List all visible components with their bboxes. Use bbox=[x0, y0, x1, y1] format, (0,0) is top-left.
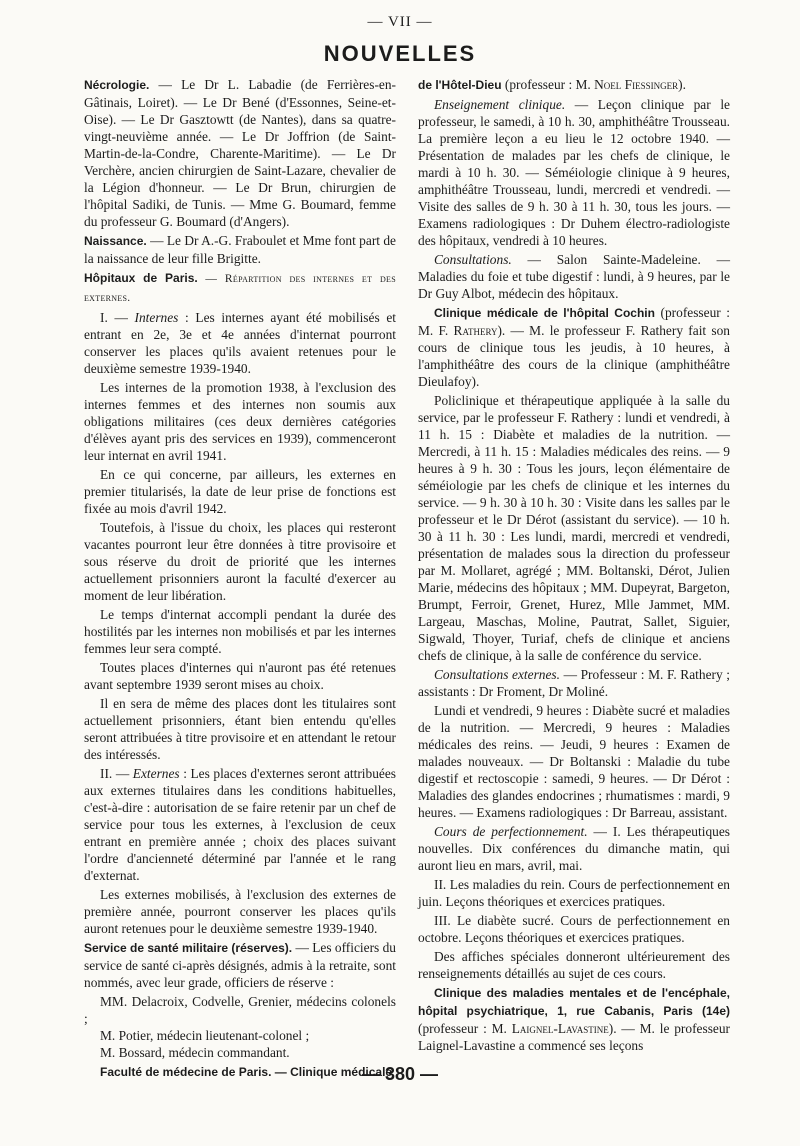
encephale-heading: Clinique des maladies mentales et de l'encéphale, hôpital psychiatrique, 1, rue Cabanis, Paris (14e) bbox=[418, 986, 730, 1018]
consult-ext-paragraph bbox=[418, 666, 730, 700]
lundi-paragraph: Lundi et vendredi, 9 heures : Diabète sucré et maladies de la nutrition. — Mercredi, 9 heures : Maladies médicales des reins. — Jeudi, 9 heures : Examen de malades nouveaux. — Dr Boltanski : Maladie du tube digestif et rectoscopie : samedi, 9 heures. — Dr Dérot : Maladies des glandes endocrines ; rhumatismes : mardi, 9 heures. — Examens radiologiques : Dr Barreau, assistant. bbox=[418, 703, 730, 820]
internes-text: : Les internes ayant été mobilisés et entrant en 2e, 3e et 4e années d'internat pourront conserver les places qu'ils avaient retenues pour le deuxième semestre 1939-1940. bbox=[84, 310, 396, 376]
policlinique-paragraph: Policlinique et thérapeutique appliquée à la salle du service, par le professeur F. Rathery : lundi et vendredi, à 11 h. 15 : Diabète et maladies de la nutrition. — Mercredi, à 11 h. 15 : Maladies médicales des reins. — 9 heures à 9 h. 30 : Tous les jours, leçon élémentaire de séméiologie par les chefs de clinique et les internes du service. — 9 h. 30 à 10 h. 30 : Visite dans les salles par le professeur et le Dr Dérot (assistant du service). — 10 h. 30 à 11 h. 30 : Les lundi, mardi, mercredi et vendredi, présentation de malades sous la direction du professeur par M. Mollaret, agrégé ; MM. Boltanski, Dérot, Julien Marie, médecins des hôpitaux ; MM. Dupeyrat, Bargeton, Brumpt, Ferroir, Grenet, Hurez, Mlle Jammet, MM. Largeau, Maschas, Moline, Pautrat, Sallet, Siguier, Sigwald, Thoyer, Turiaf, chefs de clinique et anciens chefs de clinique, à la salle de conférence du service. bbox=[418, 393, 730, 663]
encephale-text-a: (professeur : M. bbox=[418, 1021, 512, 1036]
enseignement-text: — Leçon clinique par le professeur, le samedi, à 10 h. 30, amphithéâtre Trousseau. La première leçon a eu lieu le 12 octobre 1940. — Présentation de malades par les chefs de clinique, le mardi à 10 h. 30. — Séméiologie clinique à 9 heures, amphithéâtre Trousseau, lundi, mercredi et vendredi. — Visite des salles de 9 h. 30 à 11 h. 30, tous les jours. — Examens radiologiques : Dr Duhem électro-radiologiste des hôpitaux, vendredi à 10 heures. bbox=[418, 97, 730, 248]
naissance-text: — Le Dr A.-G. Fraboulet et Mme font part de la naissance de leur fille Brigitte. bbox=[84, 233, 396, 266]
externes-text: : Les places d'externes seront attribuées aux externes titulaires dans les conditions habituelles, c'est-à-dire : autorisation de se faire retenir par un chef de service pour tous les externes, à l'exclusion de ceux entrant en première année ; choix des places suivant l'ordre d'ancienneté déterminé par l'année et le rang d'externat. bbox=[84, 766, 396, 883]
promotion-paragraph: Les internes de la promotion 1938, à l'exclusion des internes femmes et des internes non soumis aux obligations militaires (ces deux dernières catégories d'élèves ayant pris des services en 1939), commenceront leur internat en avril 1941. bbox=[84, 380, 396, 463]
externes-lead: II. — bbox=[100, 766, 133, 781]
faculte-heading: Faculté de médecine de Paris. — Clinique médicale bbox=[100, 1065, 393, 1079]
rein-paragraph: II. Les maladies du rein. Cours de perfectionnement en juin. Leçons théoriques et exercices pratiques. bbox=[418, 877, 730, 909]
consultations-text: — Salon Sainte-Madeleine. — Maladies du foie et tube digestif : lundi, à 9 heures, par le Dr Guy Albot, médecin des hôpitaux. bbox=[418, 252, 730, 301]
necrologie-text: — Le Dr L. Labadie (de Ferrières-en-Gâtinais, Loiret). — Le Dr Bené (d'Essonnes, Seine-et-Oise). — Le Dr Gasztowtt (de Nantes), dans sa quatre-vingt-neuvième année. — Le Dr Joffrion (de Saint-Martin-de-la-Condre, Charente-Maritime). — Le Dr Verchère, ancien chirurgien de Saint-Lazare, chevalier de la Légion d'honneur. — Le Dr Brun, chirurgien de l'hôpital Sadiki, de Tunis. — Mme G. Boumard, femme du professeur G. Boumard (d'Angers). bbox=[84, 77, 396, 229]
encephale-professor: Laignel-Lavastine bbox=[511, 1021, 609, 1036]
consultations-label: Consultations. bbox=[434, 252, 512, 267]
affiches-paragraph: Des affiches spéciales donneront ultérieurement des renseignements détaillés au sujet de ces cours. bbox=[418, 949, 730, 981]
cochin-paragraph bbox=[418, 304, 730, 390]
encephale-text-b: ). — M. le professeur Laignel-Lavastine a commencé ses leçons bbox=[418, 1021, 731, 1053]
sante-heading: Service de santé militaire (réserves). bbox=[84, 941, 293, 955]
meme-paragraph: Il en sera de même des places dont les titulaires sont actuellement prisonniers, étant bien entendu qu'elles seront attribuées à titre provisoire et en attendant le retour des intéressés. bbox=[84, 696, 396, 762]
page-number: — 380 — bbox=[361, 1064, 439, 1084]
internes-label: Internes bbox=[134, 310, 179, 325]
cochin-heading: Clinique médicale de l'hôpital Cochin bbox=[434, 306, 655, 320]
hopitaux-heading: Hôpitaux de Paris. bbox=[84, 271, 198, 285]
diabete-paragraph: III. Le diabète sucré. Cours de perfectionnement en octobre. Leçons théoriques et exercices pratiques. bbox=[418, 913, 730, 945]
officer-item: M. Bossard, médecin commandant. bbox=[100, 1045, 290, 1060]
consultations-paragraph bbox=[418, 251, 730, 302]
externes-label: Externes bbox=[132, 766, 180, 781]
cochin-text-b: ). — M. le professeur F. Rathery fait son cours de clinique tous les jeudis, à 10 heures, à l'amphithéâtre des cours de la clinique (amphithéâtre Dieulafoy). bbox=[418, 323, 731, 389]
hotel-dieu-heading: de l'Hôtel-Dieu bbox=[418, 78, 502, 92]
hotel-dieu-text: (professeur : M. bbox=[501, 77, 595, 92]
sante-text: — Les officiers du service de santé ci-après désignés, admis à la retraite, sont nommés, avec leur grade, officiers de réserve : bbox=[84, 940, 397, 990]
toutes-places-paragraph: Toutes places d'internes qui n'auront pas été retenues avant septembre 1939 seront mises au choix. bbox=[84, 660, 396, 692]
necrologie-paragraph bbox=[84, 76, 396, 230]
cours-label: Cours de perfectionnement. bbox=[434, 824, 588, 839]
internes-paragraph bbox=[84, 309, 396, 377]
internes-lead: I. — bbox=[100, 310, 135, 325]
consult-ext-label: Consultations externes. bbox=[434, 667, 560, 682]
externes-mobilises-paragraph: Les externes mobilisés, à l'exclusion des externes de première année, pourront conserver les places qu'ils auront retenues pour le deuxième semestre 1939-1940. bbox=[84, 887, 396, 936]
toutefois-paragraph: Toutefois, à l'issue du choix, les places qui resteront vacantes pourront leur être données à titre provisoire et sous réserve du droit de priorité que les internes actuellement prisonniers auront la faculté d'exercer au moment de leur libération. bbox=[84, 520, 396, 603]
hotel-dieu-paragraph bbox=[418, 76, 730, 94]
naissance-heading: Naissance. bbox=[84, 234, 147, 248]
right-column bbox=[418, 76, 730, 1056]
hopitaux-subheading: — Répartition des internes et des externes. bbox=[84, 273, 396, 304]
temps-paragraph: Le temps d'internat accompli pendant la durée des hostilités par les internes non mobilisés et par les internes femmes leur sera compté. bbox=[84, 607, 396, 656]
externes-paragraph bbox=[84, 765, 396, 884]
sante-paragraph bbox=[84, 939, 396, 991]
encephale-paragraph bbox=[418, 984, 730, 1054]
necrologie-heading: Nécrologie. bbox=[84, 78, 150, 92]
officer-item: M. Potier, médecin lieutenant-colonel ; bbox=[100, 1028, 310, 1043]
cochin-professor: Rathery bbox=[453, 323, 498, 338]
officer-item: MM. Delacroix, Codvelle, Grenier, médecins colonels ; bbox=[84, 994, 396, 1026]
section-title: NOUVELLES bbox=[323, 41, 477, 66]
naissance-paragraph bbox=[84, 232, 396, 267]
cours-paragraph bbox=[418, 823, 730, 874]
roman-page-number: — VII — bbox=[367, 14, 433, 30]
consult-ext-text: — Professeur : M. F. Rathery ; assistants : Dr Froment, Dr Moliné. bbox=[418, 667, 730, 699]
enseignement-paragraph bbox=[418, 96, 730, 249]
left-column bbox=[84, 76, 396, 1083]
hotel-dieu-close: ). bbox=[678, 77, 686, 92]
externes-titularises-paragraph: En ce qui concerne, par ailleurs, les externes en premier titularisés, la date de leur prise de fonctions est fixée au mois d'avril 1942. bbox=[84, 467, 396, 516]
cours-text: — I. Les thérapeutiques nouvelles. Dix conférences du dimanche matin, qui auront lieu en mars, avril, mai. bbox=[418, 824, 730, 873]
enseignement-label: Enseignement clinique. bbox=[434, 97, 566, 112]
hopitaux-heading-paragraph bbox=[84, 269, 396, 307]
officers-list bbox=[84, 993, 396, 1061]
hotel-dieu-professor: Noel Fiessinger bbox=[594, 77, 679, 92]
cochin-text-a: (professeur : M. F. bbox=[418, 305, 730, 338]
